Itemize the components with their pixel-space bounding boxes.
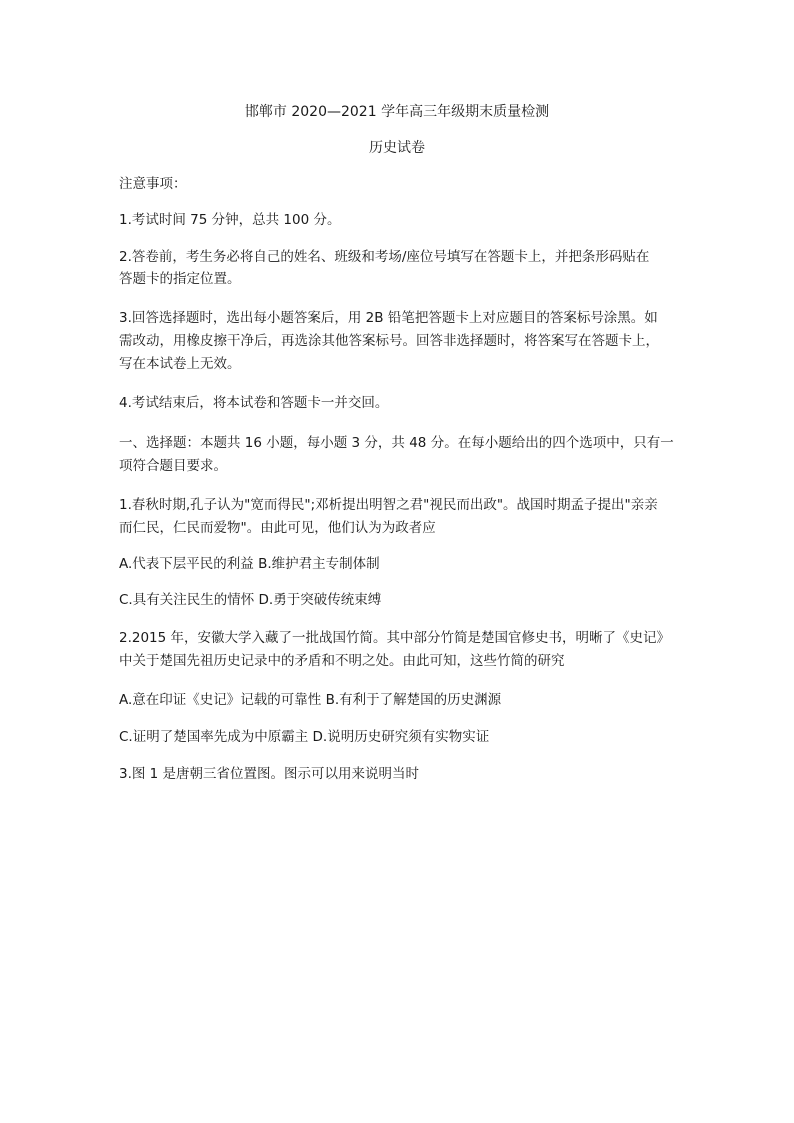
note-item: 4.考试结束后，将本试卷和答题卡一并交回。 [119, 395, 389, 411]
exam-title: 邯郸市 2020—2021 学年高三年级期末质量检测 [244, 104, 550, 120]
note-item: 写在本试卷上无效。 [119, 356, 241, 372]
note-item: 答题卡的指定位置。 [119, 271, 241, 287]
section-heading: 一、选择题：本题共 16 小题，每小题 3 分，共 48 分。在每小题给出的四个选项中，只有一 [119, 435, 674, 451]
question-1-options: A.代表下层平民的利益 B.维护君主专制体制 [119, 556, 380, 572]
question-2-stem: 中关于楚国先祖历史记录中的矛盾和不明之处。由此可知，这些竹简的研究 [119, 653, 565, 669]
question-2-options: A.意在印证《史记》记载的可靠性 B.有利于了解楚国的历史渊源 [119, 692, 502, 708]
notes-heading: 注意事项： [119, 176, 187, 192]
note-item: 2.答卷前，考生务必将自己的姓名、班级和考场/座位号填写在答题卡上，并把条形码贴在 [119, 249, 650, 265]
question-1-stem: 而仁民，仁民而爱物"。由此可见，他们认为为政者应 [119, 520, 436, 536]
question-2-options: C.证明了楚国率先成为中原霸主 D.说明历史研究须有实物实证 [119, 729, 490, 745]
note-item: 需改动，用橡皮擦干净后，再选涂其他答案标号。回答非选择题时，将答案写在答题卡上， [119, 333, 659, 349]
note-item: 1.考试时间 75 分钟，总共 100 分。 [119, 212, 341, 228]
exam-subtitle: 历史试卷 [369, 140, 425, 156]
section-heading: 项符合题目要求。 [119, 458, 227, 474]
note-item: 3.回答选择题时，选出每小题答案后，用 2B 铅笔把答题卡上对应题目的答案标号涂黑。如 [119, 310, 658, 326]
question-1-options: C.具有关注民生的情怀 D.勇于突破传统束缚 [119, 592, 382, 608]
question-1-stem: 1.春秋时期,孔子认为"宽而得民";邓析提出明智之君"视民而出政"。战国时期孟子提出"亲亲 [119, 497, 658, 513]
question-3-stem: 3.图 1 是唐朝三省位置图。图示可以用来说明当时 [119, 766, 420, 782]
question-2-stem: 2.2015 年，安徽大学入藏了一批战国竹简。其中部分竹简是楚国官修史书，明晰了《史记》 [119, 630, 671, 646]
